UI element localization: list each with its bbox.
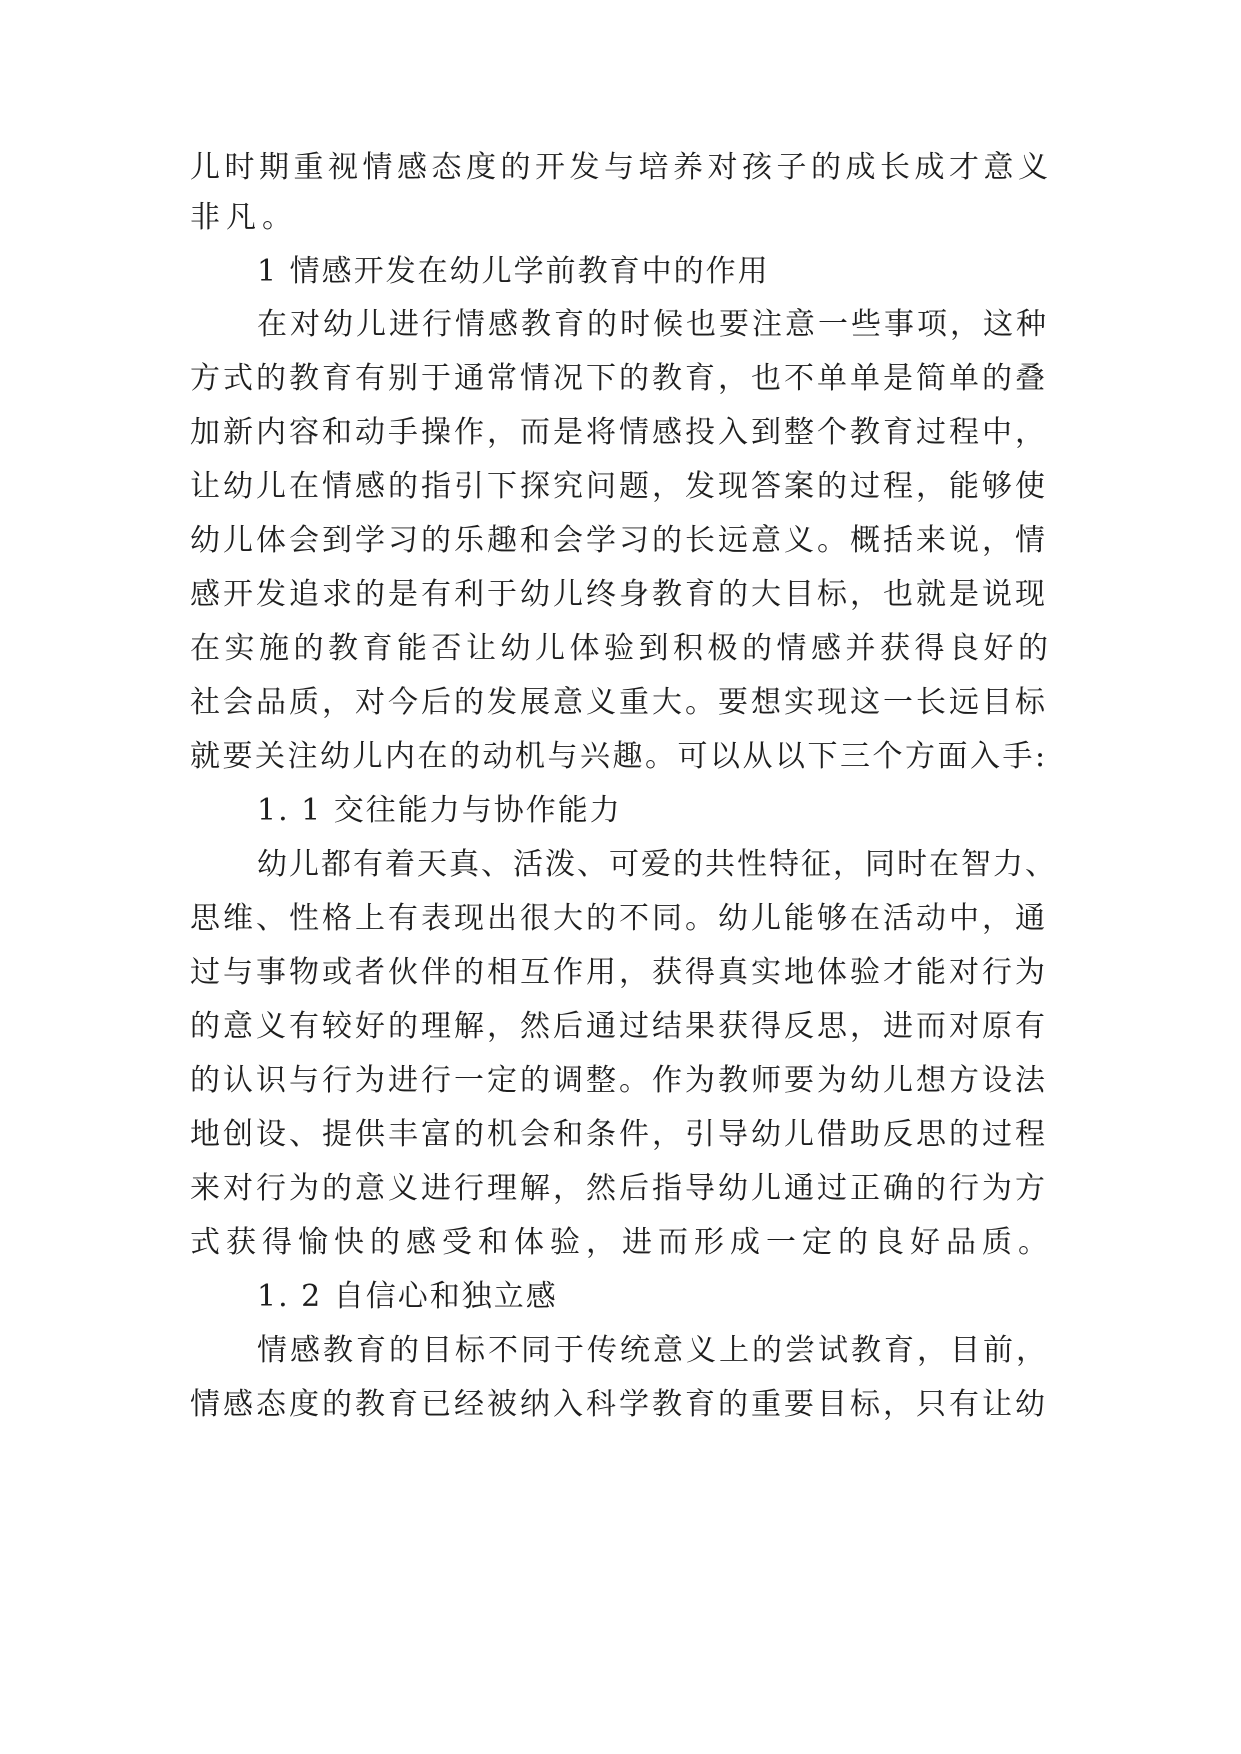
body-text-line: 式获得愉快的感受和体验，进而形成一定的良好品质。 bbox=[190, 1225, 1054, 1260]
body-text-line: 非凡。 bbox=[190, 200, 298, 235]
body-text-line: 在实施的教育能否让幼儿体验到积极的情感并获得良好的 bbox=[190, 631, 1053, 666]
body-text-line: 的意义有较好的理解，然后通过结果获得反思，进而对原有 bbox=[190, 1009, 1048, 1044]
section-heading: 1 情感开发在幼儿学前教育中的作用 bbox=[257, 254, 770, 289]
body-text-line: 幼儿体会到学习的乐趣和会学习的长远意义。概括来说，情 bbox=[190, 523, 1048, 558]
body-text-line: 情感教育的目标不同于传统意义上的尝试教育，目前， bbox=[257, 1333, 1049, 1368]
body-text-line: 儿时期重视情感态度的开发与培养对孩子的成长成才意义 bbox=[190, 150, 1053, 185]
body-text-line: 方式的教育有别于通常情况下的教育，也不单单是简单的叠 bbox=[190, 361, 1048, 396]
body-text-line: 的认识与行为进行一定的调整。作为教师要为幼儿想方设法 bbox=[190, 1063, 1048, 1098]
subsection-heading: 1. 2 自信心和独立感 bbox=[257, 1279, 558, 1314]
body-text-line: 来对行为的意义进行理解，然后指导幼儿通过正确的行为方 bbox=[190, 1171, 1048, 1206]
body-text-line: 让幼儿在情感的指引下探究问题，发现答案的过程，能够使 bbox=[190, 469, 1048, 504]
subsection-heading: 1. 1 交往能力与协作能力 bbox=[257, 793, 622, 828]
body-text-line: 幼儿都有着天真、活泼、可爱的共性特征，同时在智力、 bbox=[257, 847, 1057, 882]
body-text-line: 情感态度的教育已经被纳入科学教育的重要目标，只有让幼 bbox=[190, 1387, 1048, 1422]
body-text-line: 加新内容和动手操作，而是将情感投入到整个教育过程中， bbox=[190, 415, 1048, 450]
body-text-line: 地创设、提供丰富的机会和条件，引导幼儿借助反思的过程 bbox=[190, 1117, 1048, 1152]
body-text-line: 在对幼儿进行情感教育的时候也要注意一些事项，这种 bbox=[257, 307, 1049, 342]
body-text-line: 就要关注幼儿内在的动机与兴趣。可以从以下三个方面入手: bbox=[190, 739, 1048, 774]
body-text-line: 思维、性格上有表现出很大的不同。幼儿能够在活动中，通 bbox=[190, 901, 1048, 936]
body-text-line: 感开发追求的是有利于幼儿终身教育的大目标，也就是说现 bbox=[190, 577, 1048, 612]
body-text-line: 过与事物或者伙伴的相互作用，获得真实地体验才能对行为 bbox=[190, 955, 1048, 990]
body-text-line: 社会品质，对今后的发展意义重大。要想实现这一长远目标 bbox=[190, 685, 1048, 720]
